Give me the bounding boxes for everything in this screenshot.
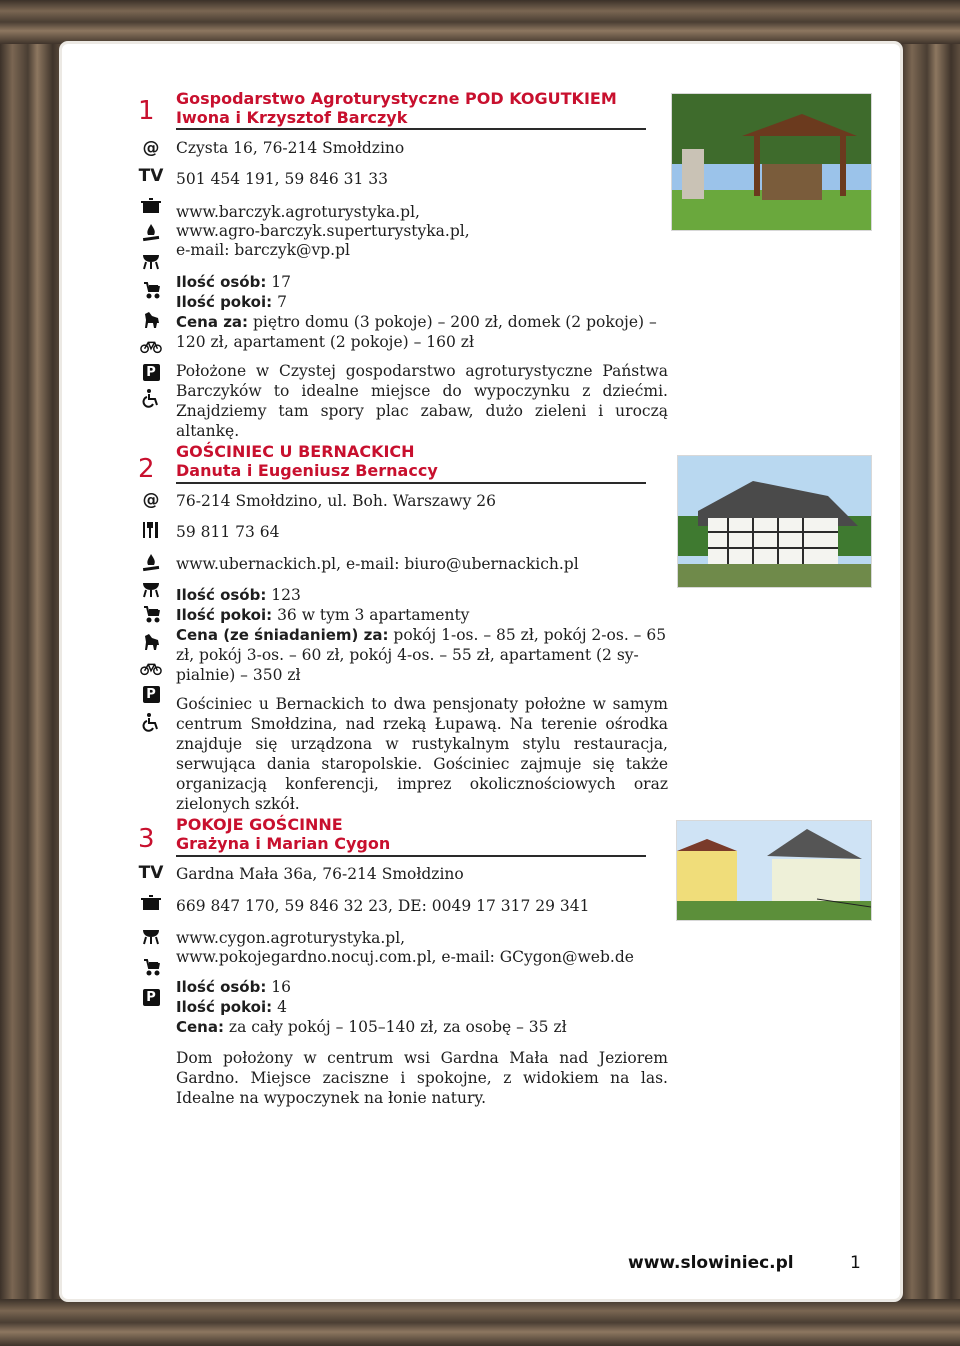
rooms-row <box>176 606 469 624</box>
persons-row <box>176 586 301 604</box>
campfire-icon <box>138 550 164 576</box>
title-underline <box>176 855 646 857</box>
yellow-houses-photo <box>676 820 872 921</box>
listing-title <box>176 89 617 127</box>
persons-row <box>176 273 291 291</box>
price-value: piętro domu (3 pokoje) – 200 zł, domek (2 pokoje) – <box>248 313 657 331</box>
bicycle-icon <box>138 656 164 682</box>
persons-value: 16 <box>266 978 292 996</box>
website-link[interactable]: www.barczyk.agroturystyka.pl, <box>176 203 420 221</box>
persons-value: 17 <box>266 273 292 291</box>
price-label: Cena (ze śniadaniem) za: <box>176 626 389 644</box>
listing-name: GOŚCINIEC U BERNACKICH <box>176 442 415 461</box>
listing-title <box>176 815 390 853</box>
website-link[interactable]: www.agro-barczyk.superturystyka.pl, <box>176 222 470 240</box>
tv-icon: TV <box>138 166 164 186</box>
rooms-row <box>176 998 287 1016</box>
rooms-value: 4 <box>272 998 287 1016</box>
grill-icon <box>138 248 164 278</box>
price-row <box>176 626 666 644</box>
listing-number: 1 <box>138 96 155 126</box>
price-row <box>176 1018 567 1036</box>
price-row-cont: pialnie) – 350 zł <box>176 666 301 684</box>
price-label: Cena za: <box>176 313 249 331</box>
amenity-icons <box>138 861 166 1011</box>
listing-number: 3 <box>138 824 155 854</box>
timber-frame-guesthouse-photo <box>677 455 872 588</box>
listing-owners: Grażyna i Marian Cygon <box>176 834 391 853</box>
website-link[interactable]: www.ubernackich.pl, e-mail: biuro@ubernackich.pl <box>176 555 579 573</box>
phone: 59 811 73 64 <box>176 523 280 541</box>
price-value: pokój 1-os. – 85 zł, pokój 2-os. – 65 <box>388 626 667 644</box>
description: Położone w Czystej gospodarstwo agroturystyczne Państwa Barczyków to idealne miejsce do wypoczynku z dziećmi. Znajdziemy tam spory plac zabaw, dużo zieleni i uroczą altankę. <box>176 362 668 440</box>
price-value: za cały pokój – 105–140 zł, za osobę – 35 zł <box>223 1018 567 1036</box>
stroller-icon <box>138 602 164 630</box>
title-underline <box>176 482 646 484</box>
parking-icon: P <box>138 360 164 386</box>
horse-icon <box>138 630 164 656</box>
description: Gościniec u Bernackich to dwa pensjonaty położne w samym centrum Smołdzina, nad rzeką Łupawą. Na terenie ośrodka znajduje się urządzona w rustykalnym stylu restauracja, serwująca dania staropolskie. Gościniec zajmuje się także organizacją konferencji, imprez okolicznościowych oraz zielonych szkół. <box>176 695 668 813</box>
wheelchair-icon <box>138 386 164 412</box>
listing-name: Gospodarstwo Agroturystyczne POD KOGUTKIEM <box>176 89 617 108</box>
price-row-cont: 120 zł, apartament (2 pokoje) – 160 zł <box>176 333 474 351</box>
persons-row <box>176 978 291 996</box>
cooking-pot-icon <box>138 194 164 220</box>
bicycle-icon <box>138 334 164 360</box>
campfire-icon <box>138 220 164 248</box>
footer-website-link[interactable]: www.slowiniec.pl <box>628 1253 794 1273</box>
garden-gazebo-photo <box>671 93 872 231</box>
tv-icon: TV <box>138 863 164 883</box>
rooms-label: Ilość pokoi: <box>176 998 273 1016</box>
persons-label: Ilość osób: <box>176 273 267 291</box>
email-link[interactable]: e-mail: barczyk@vp.pl <box>176 241 350 259</box>
listing-name: POKOJE GOŚCINNE <box>176 815 343 834</box>
address: Czysta 16, 76-214 Smołdzino <box>176 139 405 157</box>
listing-owners: Iwona i Krzysztof Barczyk <box>176 108 408 127</box>
email-link[interactable]: www.pokojegardno.nocuj.com.pl, e-mail: GCygon@web.de <box>176 948 634 966</box>
internet-icon: @ <box>142 490 160 510</box>
page-number: 1 <box>850 1253 861 1273</box>
phone: 669 847 170, 59 846 32 23, DE: 0049 17 317 29 341 <box>176 897 590 915</box>
persons-value: 123 <box>266 586 301 604</box>
address: Gardna Mała 36a, 76-214 Smołdzino <box>176 865 464 883</box>
amenity-icons <box>138 488 166 736</box>
website-link[interactable]: www.cygon.agroturystyka.pl, <box>176 929 406 947</box>
price-label: Cena: <box>176 1018 224 1036</box>
address: 76-214 Smołdzino, ul. Boh. Warszawy 26 <box>176 492 496 510</box>
description: Dom położony w centrum wsi Gardna Mała nad Jeziorem Gardno. Miejsce zaciszne i spokojne, z widokiem na las. Idealne na wypoczynek na łonie natury. <box>176 1049 668 1107</box>
rooms-value: 7 <box>272 293 287 311</box>
listing-title <box>176 442 438 480</box>
rooms-value: 36 w tym 3 apartamenty <box>272 606 470 624</box>
price-row-cont: zł, pokój 3-os. – 60 zł, pokój 4-os. – 55 zł, apartament (2 sy- <box>176 646 639 664</box>
cutlery-icon <box>138 518 164 550</box>
rooms-row <box>176 293 287 311</box>
wheelchair-icon <box>138 710 164 736</box>
parking-icon: P <box>138 985 164 1011</box>
grill-icon <box>138 923 164 955</box>
phone: 501 454 191, 59 846 31 33 <box>176 170 388 188</box>
parking-icon: P <box>138 682 164 710</box>
rooms-label: Ilość pokoi: <box>176 606 273 624</box>
cooking-pot-icon <box>138 891 164 923</box>
persons-label: Ilość osób: <box>176 978 267 996</box>
persons-label: Ilość osób: <box>176 586 267 604</box>
listing-owners: Danuta i Eugeniusz Bernaccy <box>176 461 438 480</box>
listing-number: 2 <box>138 454 155 484</box>
internet-icon: @ <box>142 138 160 158</box>
grill-icon <box>138 576 164 602</box>
rooms-label: Ilość pokoi: <box>176 293 273 311</box>
stroller-icon <box>138 278 164 308</box>
amenity-icons <box>138 136 166 412</box>
stroller-icon <box>138 955 164 985</box>
title-underline <box>176 128 646 130</box>
horse-icon <box>138 308 164 334</box>
price-row <box>176 313 657 331</box>
